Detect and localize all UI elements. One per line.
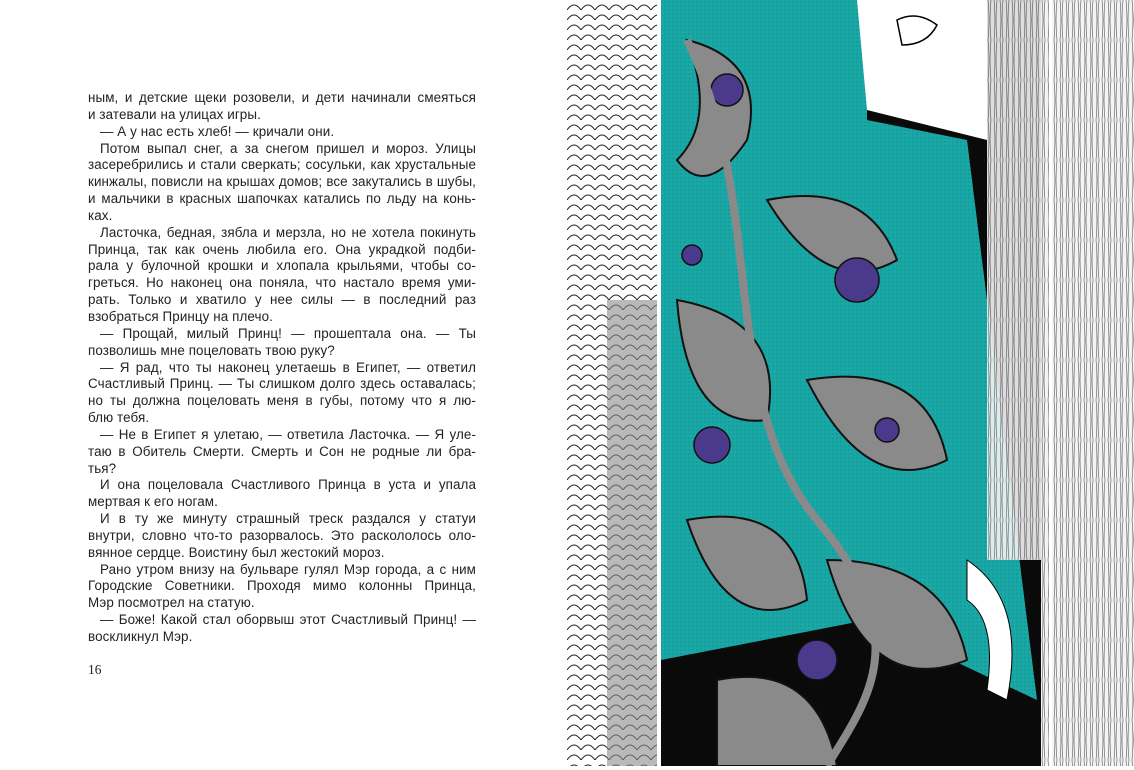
text-line: позволишь мне поцеловать твою руку? xyxy=(88,342,335,358)
body-text xyxy=(88,90,476,646)
text-line: ным, и детские щеки розовели, и дети начинали смеяться xyxy=(88,90,476,105)
text-line: — Прощай, милый Принц! — прошептала она. — Ты xyxy=(100,325,476,341)
text-line: мертвая к его ногам. xyxy=(88,494,218,510)
divider-line xyxy=(1049,0,1052,766)
text-line: вянное сердце. Воистину был жестокий мороз. xyxy=(88,544,385,560)
text-line: — А у нас есть хлеб! — кричали они. xyxy=(100,123,335,139)
text-line: Мэр посмотрел на статую. xyxy=(88,595,255,611)
text-line: Рано утром внизу на бульваре гулял Мэр города, а с ним xyxy=(100,561,476,577)
text-line: — Не в Египет я улетаю, — ответила Ласточка. — Я уле- xyxy=(100,426,476,442)
text-line: тья? xyxy=(88,460,117,476)
illustration xyxy=(567,0,1134,766)
wing-shadow xyxy=(607,300,657,766)
text-line: ках. xyxy=(88,207,113,223)
text-line: засеребрились и стали сверкать; сосульки, как хрустальные xyxy=(88,157,476,173)
text-line: Потом выпал снег, а за снегом пришел и мороз. Улицы xyxy=(100,140,476,156)
text-line: взобраться Принцу на плечо. xyxy=(88,308,273,324)
text-line: — Боже! Какой стал оборвыш этот Счастливый Принц! — xyxy=(100,612,476,628)
text-line: Городские Советники. Проходя мимо колонны Принца, xyxy=(88,578,476,594)
hair-panel xyxy=(1041,0,1134,766)
text-line: воскликнул Мэр. xyxy=(88,629,193,644)
divider-line xyxy=(657,0,661,766)
page-number: 16 xyxy=(88,662,102,677)
left-page xyxy=(0,0,567,766)
text-line: Счастливый Принц. — Ты слишком долго здесь оставалась; xyxy=(88,376,476,392)
text-line: рала у булочной крошки и хлопала крыльями, чтобы со- xyxy=(88,258,476,274)
text-line: но ты должна поцеловать меня в губы, потому что я лю- xyxy=(88,393,476,409)
text-line: И она поцеловала Счастливого Принца в уста и упала xyxy=(100,477,476,493)
text-line: внутри, словно что-то разорвалось. Это раскололось оло- xyxy=(88,527,476,543)
text-line: и затевали на улицах игры. xyxy=(88,106,261,122)
text-line: И в ту же минуту страшный треск раздался у статуи xyxy=(100,511,476,527)
text-line: и мальчики в красных шапочках катались по льду на конь- xyxy=(88,191,476,207)
text-line: рать. Только и хватило у нее силы — в последний раз xyxy=(88,292,476,308)
text-line: блю тебя. xyxy=(88,410,150,426)
text-line: греться. Но наконец она поняла, что настало время уми- xyxy=(88,275,476,291)
text-line: таю в Обитель Смерти. Смерть и Сон не родные ли бра- xyxy=(88,443,476,459)
hair-strands xyxy=(987,0,1041,560)
text-line: — Я рад, что ты наконец улетаешь в Египет, — ответил xyxy=(100,359,476,375)
text-line: Ласточка, бедная, зябла и мерзла, но не хотела покинуть xyxy=(100,224,476,240)
illustration-art xyxy=(567,0,1134,766)
text-line: кинжалы, повисли на крышах домов; все закутались в шубы, xyxy=(88,174,476,190)
text-line: Принца, так как очень любила его. Она украдкой подби- xyxy=(88,241,476,257)
